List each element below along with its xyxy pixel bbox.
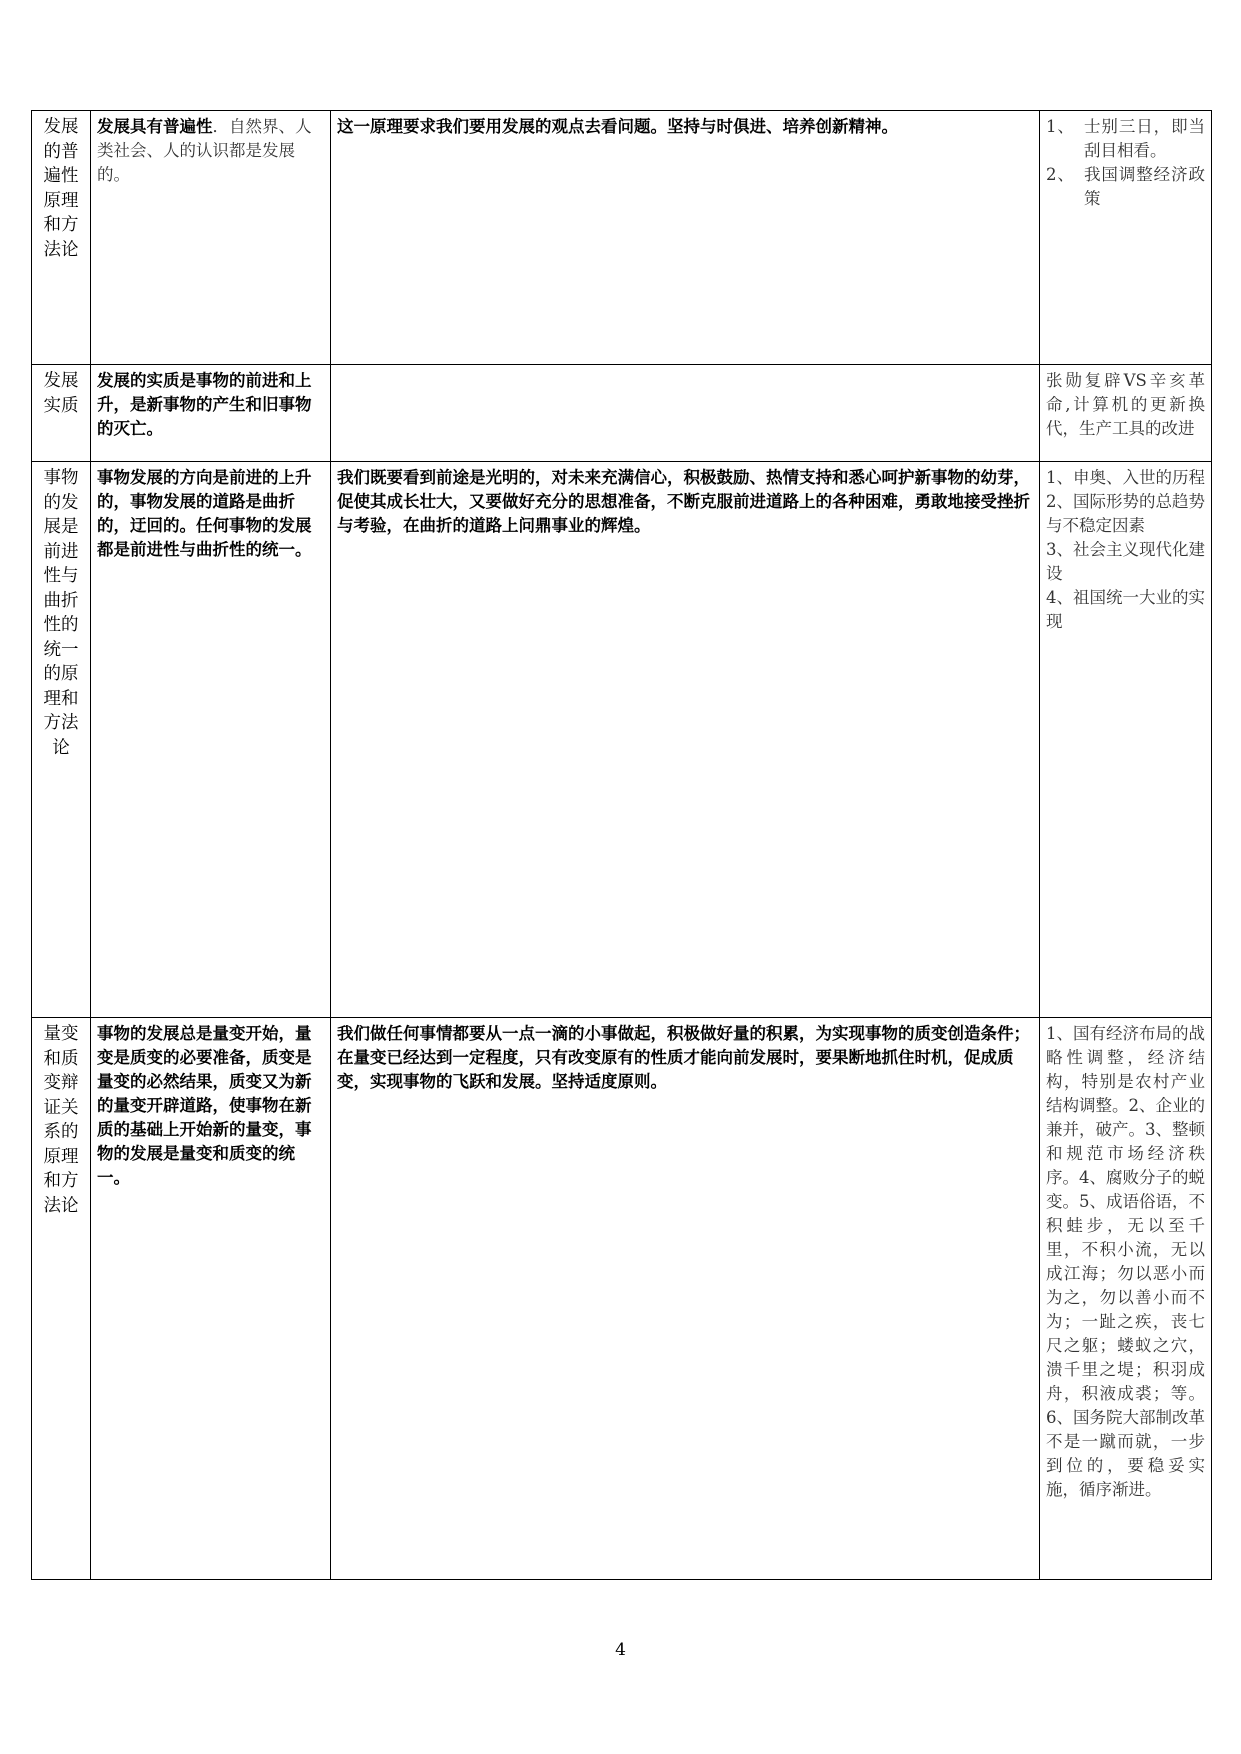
table-row [32, 111, 1212, 365]
principle-cell [91, 462, 331, 1018]
example-item: 2、 我国调整经济政策 [1046, 165, 1205, 208]
examples-cell [1040, 111, 1212, 365]
principle-cell [91, 365, 331, 462]
row-heading [32, 111, 91, 365]
table-row [32, 365, 1212, 462]
methodology-cell [331, 462, 1040, 1018]
row-heading-text: 发展的普遍性原理和方法论 [43, 117, 79, 260]
example-item: 张勋复辟VS辛亥革命,计算机的更新换代，生产工具的改进 [1046, 371, 1205, 438]
examples-cell [1040, 1018, 1212, 1580]
row-heading [32, 462, 91, 1018]
methodology-cell [331, 111, 1040, 365]
example-item: 3、社会主义现代化建设 [1046, 540, 1205, 583]
example-item: 2、国际形势的总趋势与不稳定因素 [1046, 492, 1205, 535]
methodology-text: 我们做任何事情都要从一点一滴的小事做起，积极做好量的积累，为实现事物的质变创造条件；在量变已经达到一定程度，只有改变原有的性质才能向前发展时，要果断地抓住时机，促成质变，实现事物的飞跃和发展。坚持适度原则。 [337, 1024, 1030, 1091]
methodology-text: 我们既要看到前途是光明的，对未来充满信心，积极鼓励、热情支持和悉心呵护新事物的幼芽，促使其成长壮大，又要做好充分的思想准备，不断克服前进道路上的各种困难，勇敢地接受挫折与考验，在曲折的道路上问鼎事业的辉煌。 [337, 468, 1030, 535]
principle-cell [91, 1018, 331, 1580]
principle-normal-text: ．自然界、人类社会、人的认识都是发展的。 [97, 117, 312, 184]
example-item: 1、国有经济布局的战略性调整，经济结构，特别是农村产业结构调整。2、企业的兼并，破产。3、整顿和规范市场经济秩序。4、腐败分子的蜕变。5、成语俗语，不积蛙步，无以至千里，不积小流，无以成江海；勿以恶小而为之，勿以善小而不为；一趾之疾，丧七尺之躯；蝼蚁之穴，溃千里之堤；积羽成舟，积液成裘；等。6、国务院大部制改革不是一蹴而就，一步到位的，要稳妥实施，循序渐进。 [1046, 1024, 1205, 1499]
methodology-cell [331, 1018, 1040, 1580]
principle-bold-text: 事物发展的方向是前进的上升的，事物发展的道路是曲折的，迂回的。任何事物的发展都是前进性与曲折性的统一。 [97, 468, 312, 559]
example-item: 4、祖国统一大业的实现 [1046, 588, 1205, 631]
row-heading-text: 事物的发展是前进性与曲折性的统一的原理和方法论 [43, 468, 79, 758]
principles-table [31, 110, 1212, 1580]
row-heading-text: 量变和质变辩证关系的原理和方法论 [43, 1024, 79, 1216]
principle-bold-text: 发展的实质是事物的前进和上升，是新事物的产生和旧事物的灭亡。 [97, 371, 312, 438]
table-row [32, 462, 1212, 1018]
methodology-cell [331, 365, 1040, 462]
row-heading [32, 365, 91, 462]
page-number: 4 [615, 1640, 626, 1660]
examples-cell [1040, 462, 1212, 1018]
methodology-text: 这一原理要求我们要用发展的观点去看问题。坚持与时俱进、培养创新精神。 [337, 117, 898, 136]
row-heading-text: 发展实质 [43, 371, 79, 416]
example-item: 1、 士别三日，即当刮目相看。 [1046, 117, 1205, 160]
table-row [32, 1018, 1212, 1580]
principle-bold-text: 发展具有普遍性 [97, 117, 213, 136]
principle-cell [91, 111, 331, 365]
example-item: 1、申奥、入世的历程 [1046, 468, 1205, 487]
principle-bold-text: 事物的发展总是量变开始，量变是质变的必要准备，质变是量变的必然结果，质变又为新的量变开辟道路，使事物在新质的基础上开始新的量变，事物的发展是量变和质变的统一。 [97, 1024, 312, 1187]
examples-cell [1040, 365, 1212, 462]
row-heading [32, 1018, 91, 1580]
